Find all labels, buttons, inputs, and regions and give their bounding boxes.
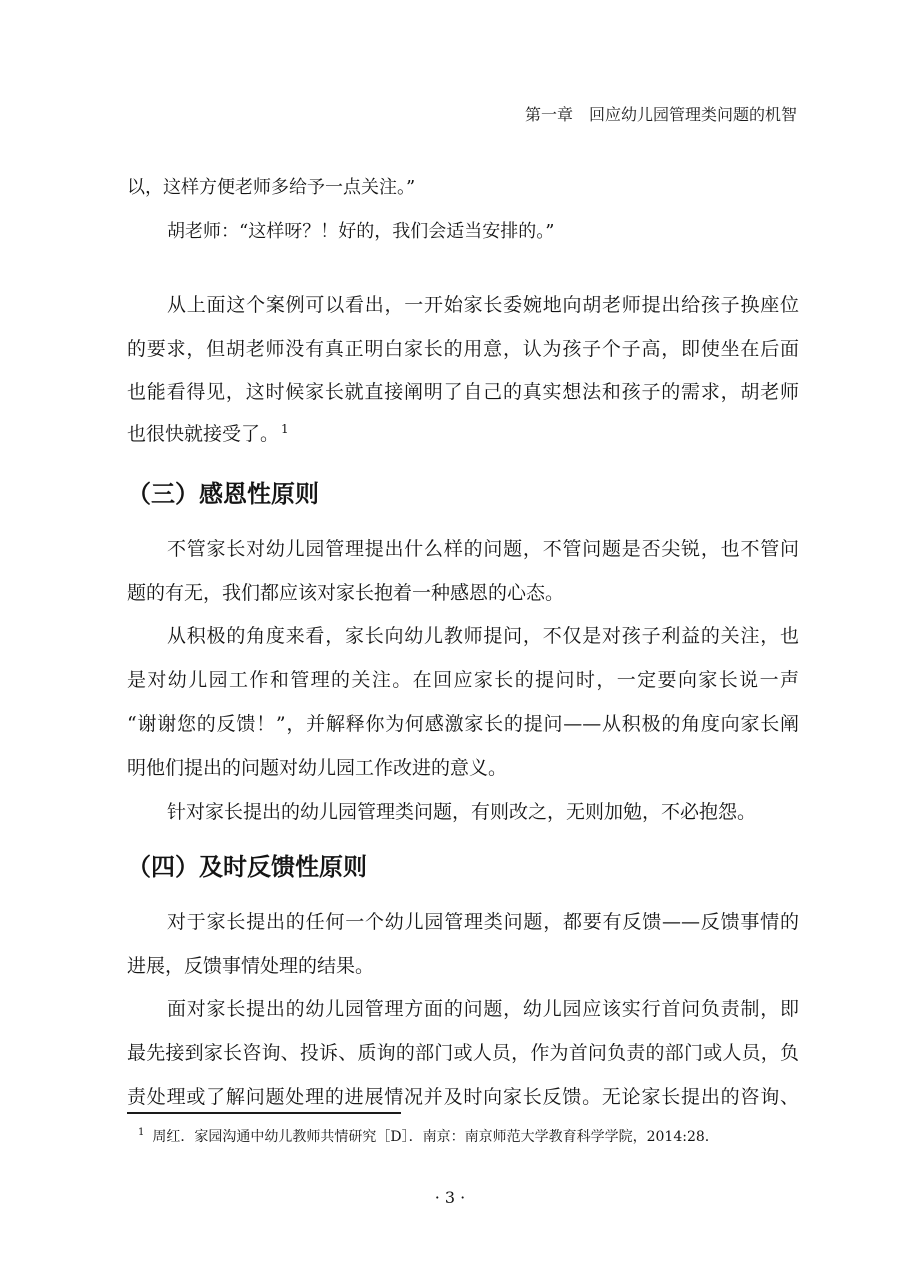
paragraph-line: 是对幼儿园工作和管理的关注。在回应家长的提问时，一定要向家长说一声 [127, 669, 799, 691]
paragraph-line: 不管家长对幼儿园管理提出什么样的问题，不管问题是否尖锐，也不管问 [167, 538, 799, 560]
paragraph-line: 最先接到家长咨询、投诉、质询的部门或人员，作为首问负责的部门或人员，负 [127, 1042, 799, 1064]
dialogue-line: 胡老师：“这样呀？！好的，我们会适当安排的。” [167, 221, 555, 242]
paragraph-line-with-note [127, 412, 289, 456]
paragraph-line: 明他们提出的问题对幼儿园工作改进的意义。 [127, 757, 508, 779]
paragraph-line: 也能看得见，这时候家长就直接阐明了自己的真实想法和孩子的需求，胡老师 [127, 381, 799, 403]
footnote-marker: 1 [138, 1127, 145, 1139]
paragraph-line: 题的有无，我们都应该对家长抱着一种感恩的心态。 [127, 582, 565, 604]
paragraph-line: 针对家长提出的幼儿园管理类问题，有则改之，无则加勉，不必抱怨。 [167, 801, 757, 823]
paragraph-line: “谢谢您的反馈！”，并解释你为何感激家长的提问——从积极的角度向家长阐 [127, 713, 799, 735]
paragraph-line: 对于家长提出的任何一个幼儿园管理类问题，都要有反馈——反馈事情的 [167, 911, 799, 933]
paragraph-line: 责处理或了解问题处理的进展情况并及时向家长反馈。无论家长提出的咨询、 [127, 1086, 799, 1108]
section-heading: （四）及时反馈性原则 [127, 853, 367, 881]
dialogue-line: 以，这样方便老师多给予一点关注。” [127, 177, 416, 198]
section-heading: （三）感恩性原则 [127, 480, 319, 508]
paragraph-line: 从积极的角度来看，家长向幼儿教师提问，不仅是对孩子利益的关注，也 [167, 625, 799, 647]
footnote-text: 周红．家园沟通中幼儿教师共情研究［D］．南京：南京师范大学教育科学学院，2014:28. [152, 1129, 710, 1145]
footnote-reference: 1 [281, 421, 289, 436]
footnote [138, 1125, 709, 1149]
footnote-divider [127, 1112, 401, 1114]
paragraph-line: 进展，反馈事情处理的结果。 [127, 955, 375, 977]
paragraph-line: 的要求，但胡老师没有真正明白家长的用意，认为孩子个子高，即使坐在后面 [127, 338, 799, 360]
paragraph-line: 从上面这个案例可以看出，一开始家长委婉地向胡老师提出给孩子换座位 [167, 294, 799, 316]
running-head: 第一章 回应幼儿园管理类问题的机智 [524, 105, 797, 124]
page-number: · 3 · [434, 1188, 466, 1207]
paragraph-line-text: 也很快就接受了。 [127, 423, 280, 445]
paragraph-line: 面对家长提出的幼儿园管理方面的问题，幼儿园应该实行首问负责制，即 [167, 998, 799, 1020]
